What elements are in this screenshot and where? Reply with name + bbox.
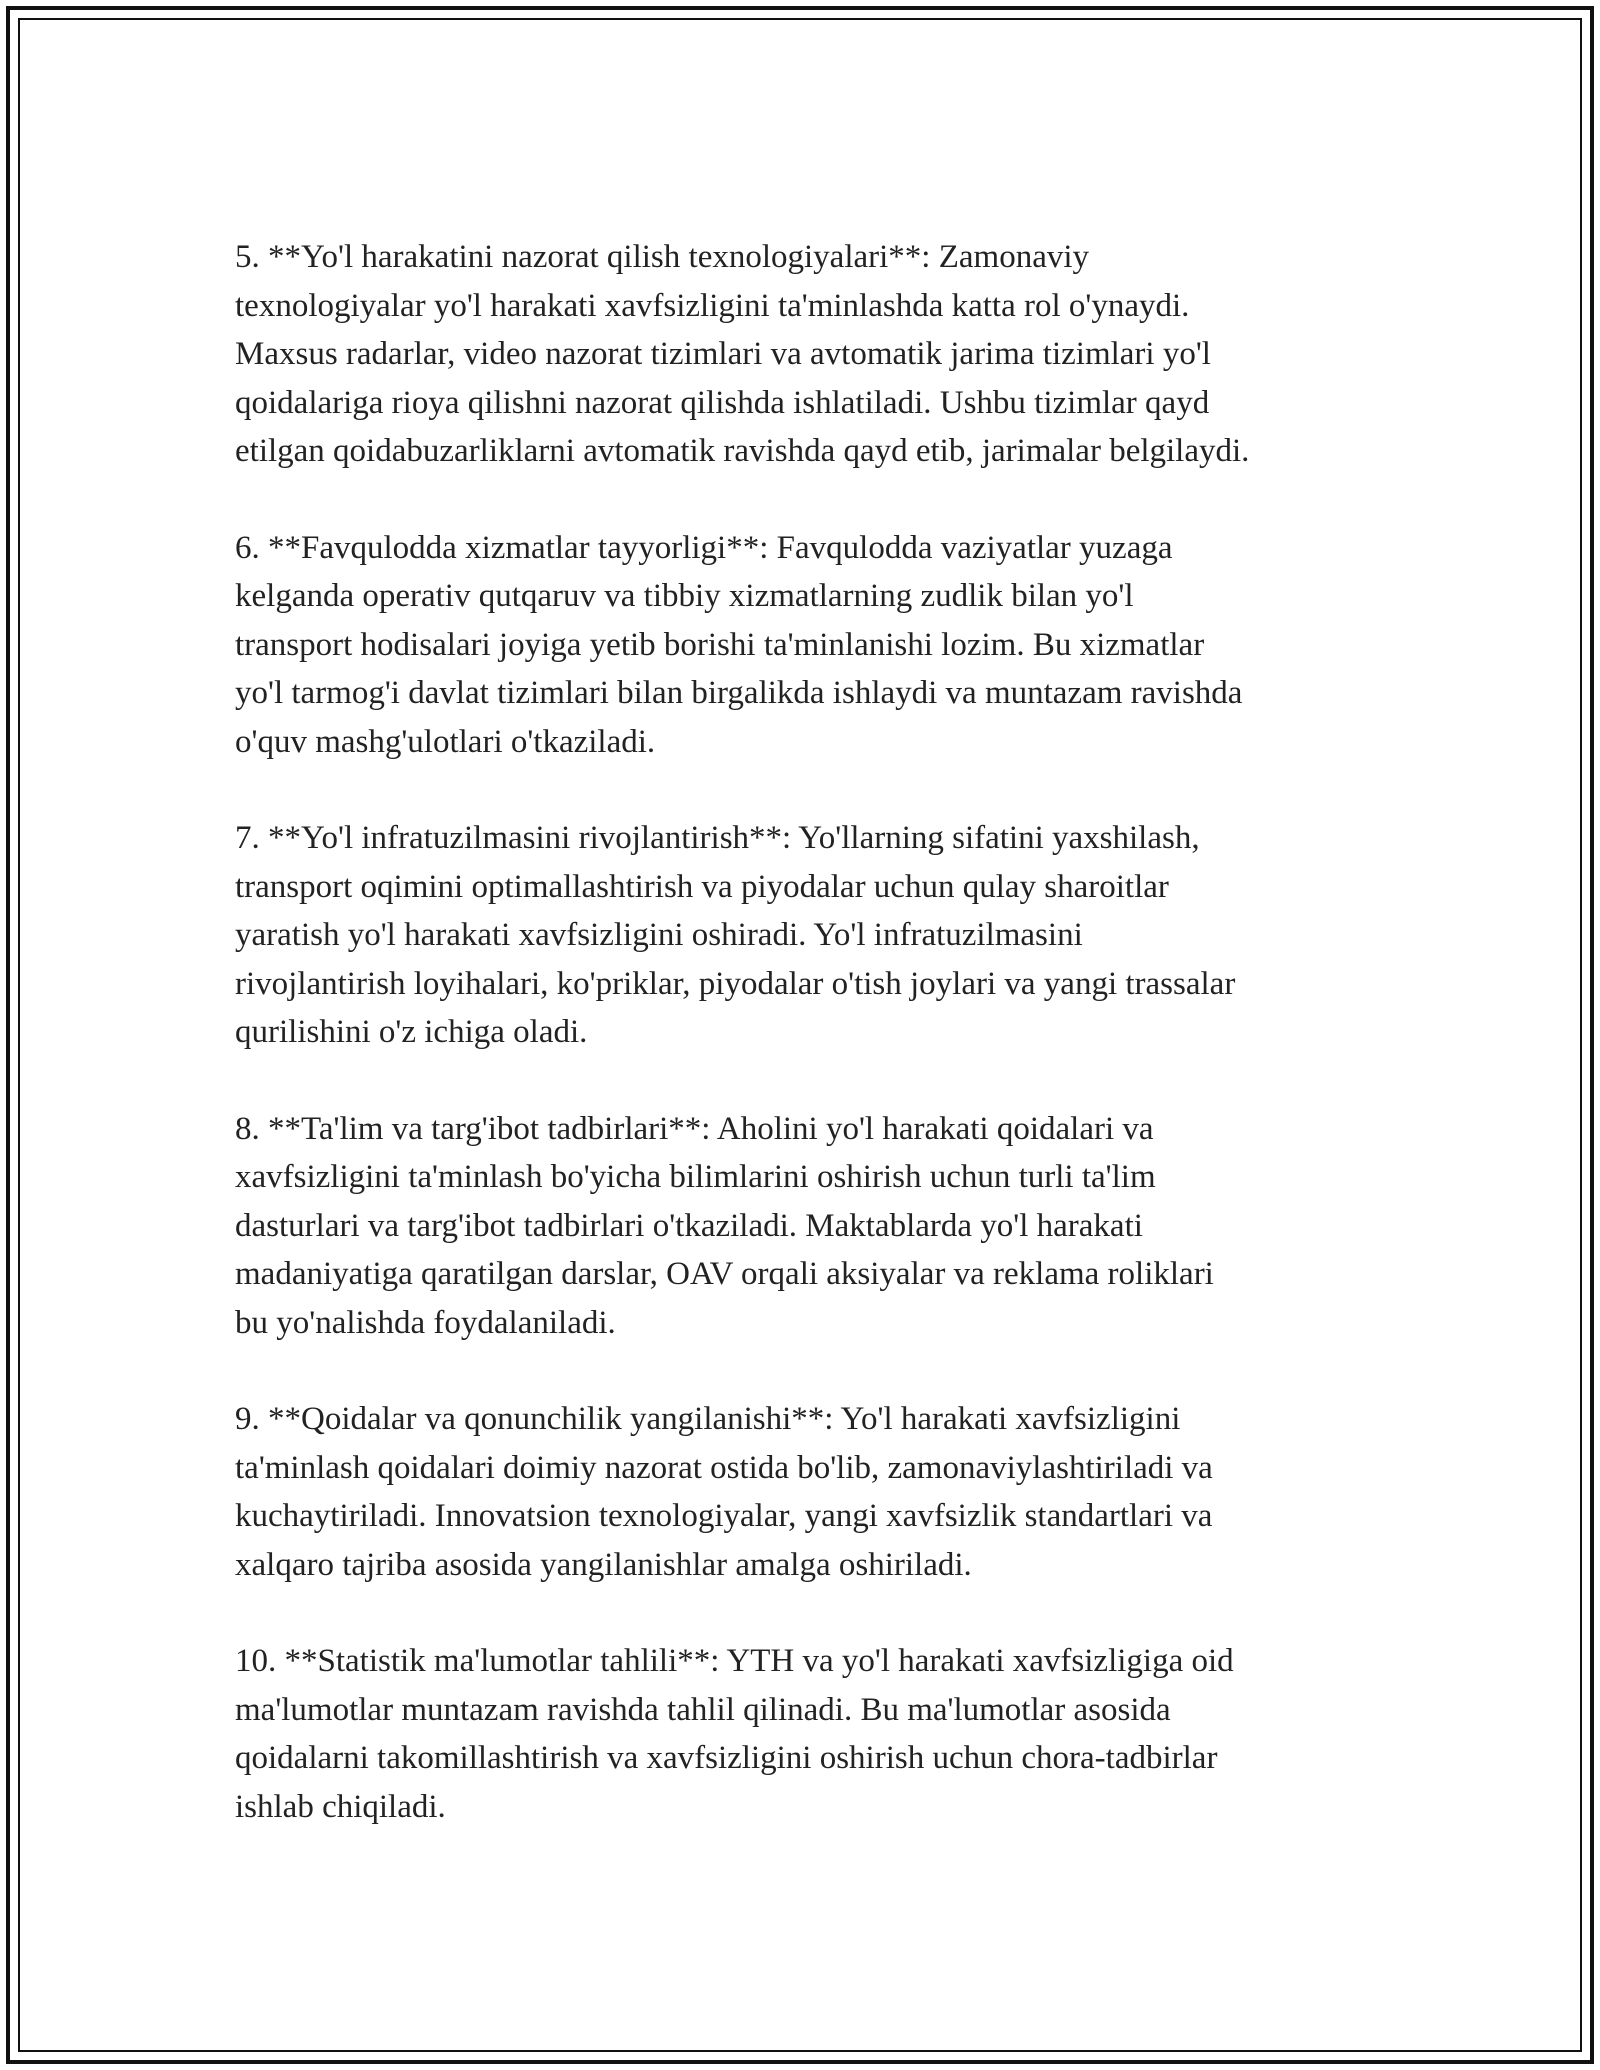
paragraph-7: 7. **Yo'l infratuzilmasini rivojlantirish**: Yo'llarning sifatini yaxshilash, transport oqimini optimallashtirish va piyodalar uchun qulay sharoitlar yaratish yo'l harakati xavfsizligini oshiradi. Yo'l infratuzilmasini rivojlantirish loyihalari, ko'priklar, piyodalar o'tish joylari va yangi trassalar qurilishini o'z ichiga oladi. (235, 820, 1236, 1050)
paragraph-9: 9. **Qoidalar va qonunchilik yangilanishi**: Yo'l harakati xavfsizligini ta'minlash qoidalari doimiy nazorat ostida bo'lib, zamonaviylashtiriladi va kuchaytiriladi. Innovatsion texnologiyalar, yangi xavfsizlik standartlari va xalqaro tajriba asosida yangilanishlar amalga oshiriladi. (235, 1401, 1213, 1583)
paragraph-6: 6. **Favqulodda xizmatlar tayyorligi**: Favqulodda vaziyatlar yuzaga kelganda operativ qutqaruv va tibbiy xizmatlarning zudlik bilan yo'l transport hodisalari joyiga yetib borishi ta'minlanishi lozim. Bu xizmatlar yo'l tarmog'i davlat tizimlari bilan birgalikda ishlaydi va muntazam ravishda o'quv mashg'ulotlari o'tkaziladi. (235, 529, 1243, 760)
paragraph-10: 10. **Statistik ma'lumotlar tahlili**: YTH va yo'l harakati xavfsizligiga oid ma'lumotlar muntazam ravishda tahlil qilinadi. Bu ma'lumotlar asosida qoidalarni takomillashtirish va xavfsizligini oshirish uchun chora-tadbirlar ishlab chiqiladi. (235, 1643, 1234, 1825)
paragraph-5: 5. **Yo'l harakatini nazorat qilish texnologiyalari**: Zamonaviy texnologiyalar yo'l harakati xavfsizligini ta'minlashda katta rol o'ynaydi. Maxsus radarlar, video nazorat tizimlari va avtomatik jarima tizimlari yo'l qoidalariga rioya qilishni nazorat qilishda ishlatiladi. Ushbu tizimlar qayd etilgan qoidabuzarliklarni avtomatik ravishda qayd etib, jarimalar belgilaydi. (235, 239, 1250, 469)
document-body (235, 233, 1385, 1879)
paragraph-8: 8. **Ta'lim va targ'ibot tadbirlari**: Aholini yo'l harakati qoidalari va xavfsizligini ta'minlash bo'yicha bilimlarini oshirish uchun turli ta'lim dasturlari va targ'ibot tadbirlari o'tkaziladi. Maktablarda yo'l harakati madaniyatiga qaratilgan darslar, OAV orqali aksiyalar va reklama roliklari bu yo'nalishda foydalaniladi. (235, 1110, 1214, 1341)
